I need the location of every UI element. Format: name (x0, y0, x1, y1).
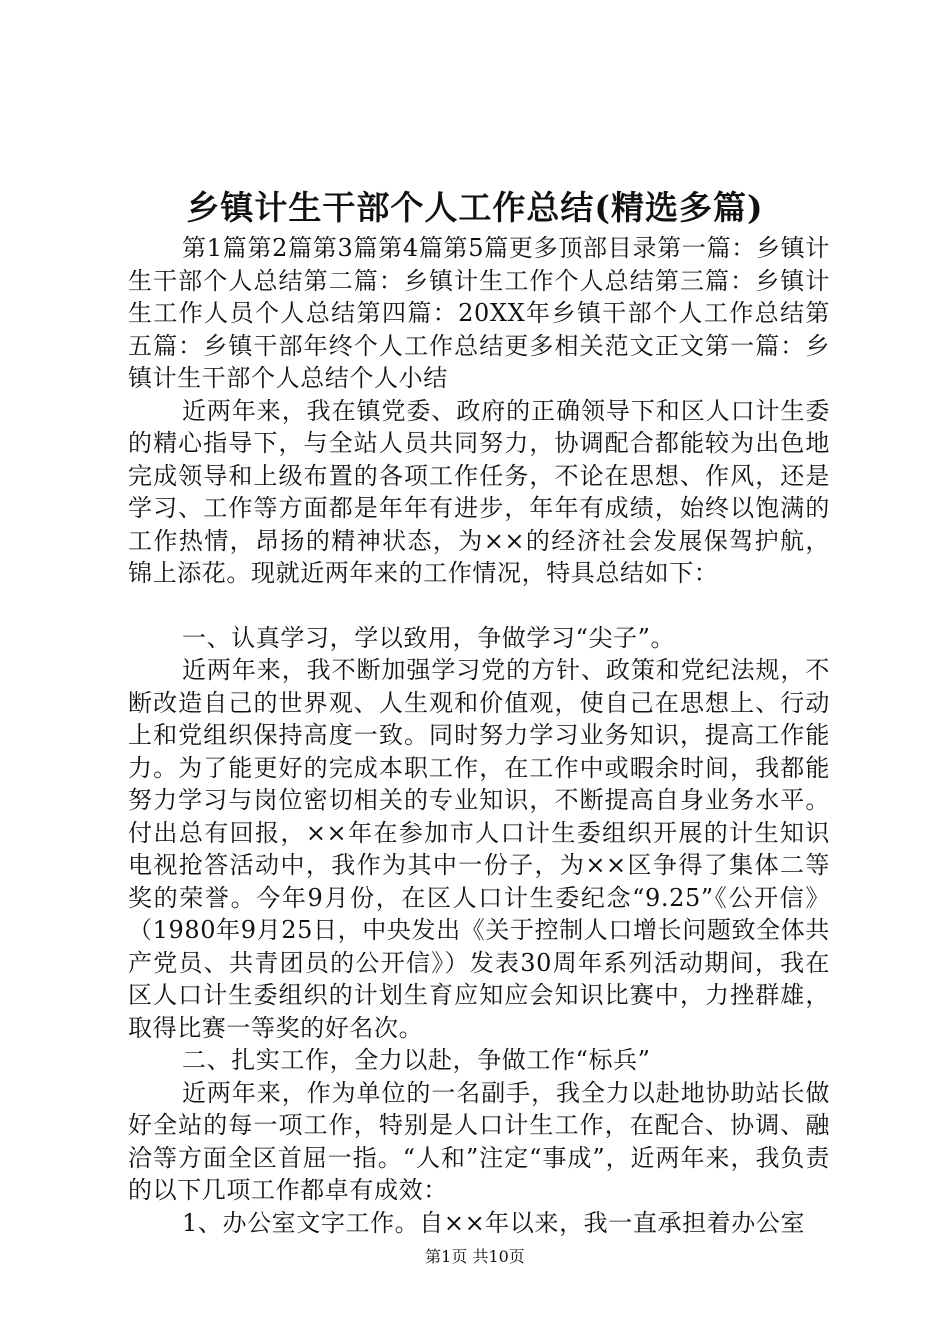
page-number-footer: 第1页 共10页 (425, 1247, 525, 1266)
table-of-contents-paragraph: 第1篇第2篇第3篇第4篇第5篇更多顶部目录第一篇：乡镇计生干部个人总结第二篇：乡镇计生工作个人总结第三篇：乡镇计生工作人员个人总结第四篇：20XX年乡镇干部个人工作总结第五篇：乡镇干部年终个人工作总结更多相关范文正文第一篇：乡镇计生干部个人总结个人小结 (128, 234, 830, 392)
section-heading-study: 一、认真学习，学以致用，争做学习“尖子”。 (182, 623, 676, 652)
section-heading-work: 二、扎实工作，全力以赴，争做工作“标兵” (182, 1046, 651, 1074)
document-body (128, 232, 830, 1239)
list-item-office-writing: 1、办公室文字工作。自××年以来，我一直承担着办公室 (182, 1208, 806, 1237)
study-paragraph: 近两年来，我不断加强学习党的方针、政策和党纪法规，不断改造自己的世界观、人生观和价值观，使自己在思想上、行动上和党组织保持高度一致。同时努力学习业务知识，提高工作能力。为了能更好的完成本职工作，在工作中或暇余时间，我都能努力学习与岗位密切相关的专业知识，不断提高自身业务水平。付出总有回报，××年在参加市人口计生委组织开展的计生知识电视抢答活动中，我作为其中一份子，为××区争得了集体二等奖的荣誉。今年9月份，在区人口计生委纪念“9.25”《公开信》（1980年9月25日，中央发出《关于控制人口增长问题致全体共产党员、共青团员的公开信》）发表30周年系列活动期间，我在区人口计生委组织的计划生育应知应会知识比赛中，力挫群雄，取得比赛一等奖的好名次。 (128, 656, 830, 1042)
document-title: 乡镇计生干部个人工作总结(精选多篇) (186, 188, 764, 227)
paragraph-gap (128, 590, 830, 622)
intro-paragraph: 近两年来，我在镇党委、政府的正确领导下和区人口计生委的精心指导下，与全站人员共同努力，协调配合都能较为出色地完成领导和上级布置的各项工作任务，不论在思想、作风，还是学习、工作等方面都是年年有进步，年年有成绩，始终以饱满的工作热情，昂扬的精神状态，为××的经济社会发展保驾护航，锦上添花。现就近两年来的工作情况，特具总结如下： (128, 396, 830, 587)
work-paragraph: 近两年来，作为单位的一名副手，我全力以赴地协助站长做好全站的每一项工作，特别是人口计生工作，在配合、协调、融洽等方面全区首屈一指。“人和”注定“事成”，近两年来，我负责的以下几项工作都卓有成效： (128, 1078, 830, 1204)
